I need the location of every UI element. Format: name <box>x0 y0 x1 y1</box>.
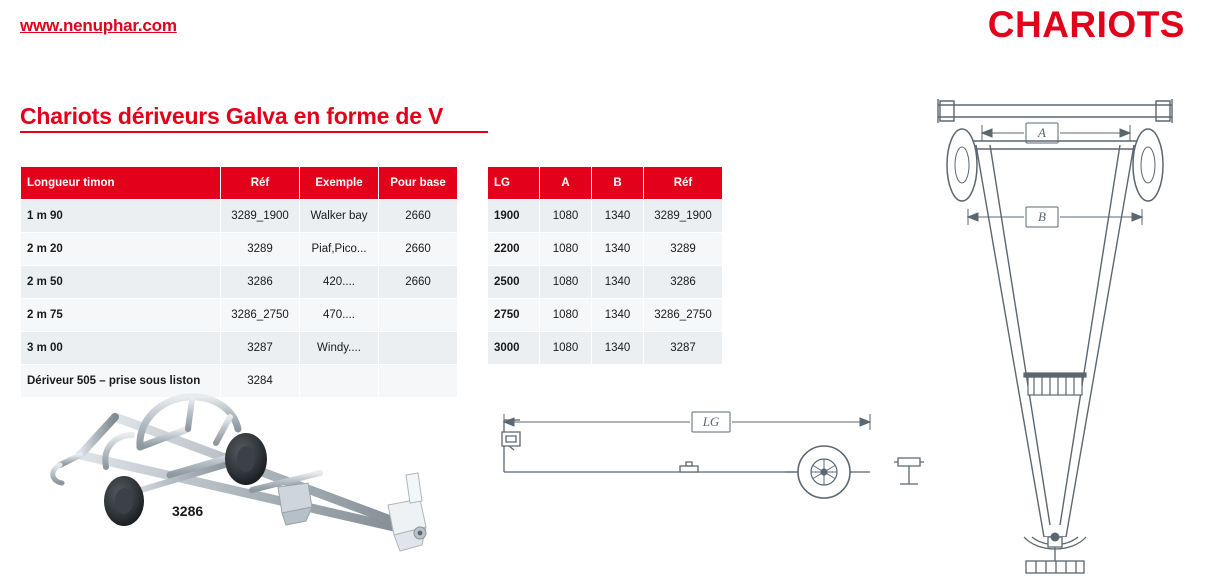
dim-label-a: A <box>1038 125 1046 140</box>
col-header-ref: Réf <box>644 167 723 200</box>
table-row <box>488 266 723 299</box>
cell-exemple: Walker bay <box>300 200 379 233</box>
cell-exemple: 470.... <box>300 299 379 332</box>
cell-pour-base: 2660 <box>379 233 458 266</box>
cell-longueur: 3 m 00 <box>21 332 221 365</box>
figure-photo-label: 3286 <box>172 503 204 519</box>
section-heading-rule <box>20 131 488 133</box>
cell-ref: 3286 <box>644 266 723 299</box>
cell-longueur: 1 m 90 <box>21 200 221 233</box>
table-header-row <box>488 167 723 200</box>
cell-b: 1340 <box>592 233 644 266</box>
cell-a: 1080 <box>540 299 592 332</box>
cell-ref: 3286_2750 <box>644 299 723 332</box>
cell-a: 1080 <box>540 332 592 365</box>
cell-ref: 3286 <box>221 266 300 299</box>
cell-b: 1340 <box>592 200 644 233</box>
table-row <box>488 233 723 266</box>
col-header-exemple: Exemple <box>300 167 379 200</box>
cell-lg: 2200 <box>488 233 540 266</box>
cell-ref: 3284 <box>221 365 300 398</box>
col-header-ref: Réf <box>221 167 300 200</box>
cell-pour-base <box>379 299 458 332</box>
cell-a: 1080 <box>540 233 592 266</box>
cell-ref: 3289 <box>644 233 723 266</box>
col-header-pour-base: Pour base <box>379 167 458 200</box>
cell-ref: 3289_1900 <box>221 200 300 233</box>
table-row <box>21 266 458 299</box>
col-header-lg: LG <box>488 167 540 200</box>
site-url-link[interactable]: www.nenuphar.com <box>20 16 177 35</box>
cell-b: 1340 <box>592 332 644 365</box>
cell-b: 1340 <box>592 299 644 332</box>
dim-label-lg: LG <box>702 414 720 429</box>
table-header-row <box>21 167 458 200</box>
table-secondary-head <box>488 167 723 200</box>
brand-title: CHARIOTS <box>987 4 1185 45</box>
diagram-side-elevation <box>480 380 940 510</box>
cell-a: 1080 <box>540 200 592 233</box>
table-row <box>21 200 458 233</box>
cell-longueur: 2 m 20 <box>21 233 221 266</box>
diagram-front-vframe <box>920 85 1190 575</box>
table-row <box>488 200 723 233</box>
col-header-a: A <box>540 167 592 200</box>
cell-exemple: Piaf,Pico... <box>300 233 379 266</box>
col-header-longueur-timon: Longueur timon <box>21 167 221 200</box>
table-row <box>488 332 723 365</box>
cell-lg: 3000 <box>488 332 540 365</box>
col-header-b: B <box>592 167 644 200</box>
cell-a: 1080 <box>540 266 592 299</box>
section-heading: Chariots dériveurs Galva en forme de V <box>20 103 444 129</box>
photo-trolley-3286 <box>20 355 460 570</box>
cell-longueur: Dériveur 505 – prise sous liston <box>21 365 221 398</box>
cell-pour-base: 2660 <box>379 266 458 299</box>
table-row <box>488 299 723 332</box>
table-secondary-body <box>488 200 723 365</box>
cell-lg: 2750 <box>488 299 540 332</box>
cell-longueur: 2 m 75 <box>21 299 221 332</box>
table-row <box>21 299 458 332</box>
table-main-head <box>21 167 458 200</box>
cell-ref: 3289_1900 <box>644 200 723 233</box>
cell-pour-base: 2660 <box>379 200 458 233</box>
cell-lg: 2500 <box>488 266 540 299</box>
cell-ref: 3286_2750 <box>221 299 300 332</box>
cell-ref: 3287 <box>221 332 300 365</box>
cell-exemple: Windy.... <box>300 332 379 365</box>
table-dimensions <box>487 166 723 365</box>
cell-b: 1340 <box>592 266 644 299</box>
table-row <box>21 233 458 266</box>
cell-lg: 1900 <box>488 200 540 233</box>
cell-exemple: 420.... <box>300 266 379 299</box>
cell-ref: 3287 <box>644 332 723 365</box>
dim-label-b: B <box>1038 209 1046 224</box>
cell-longueur: 2 m 50 <box>21 266 221 299</box>
cell-ref: 3289 <box>221 233 300 266</box>
